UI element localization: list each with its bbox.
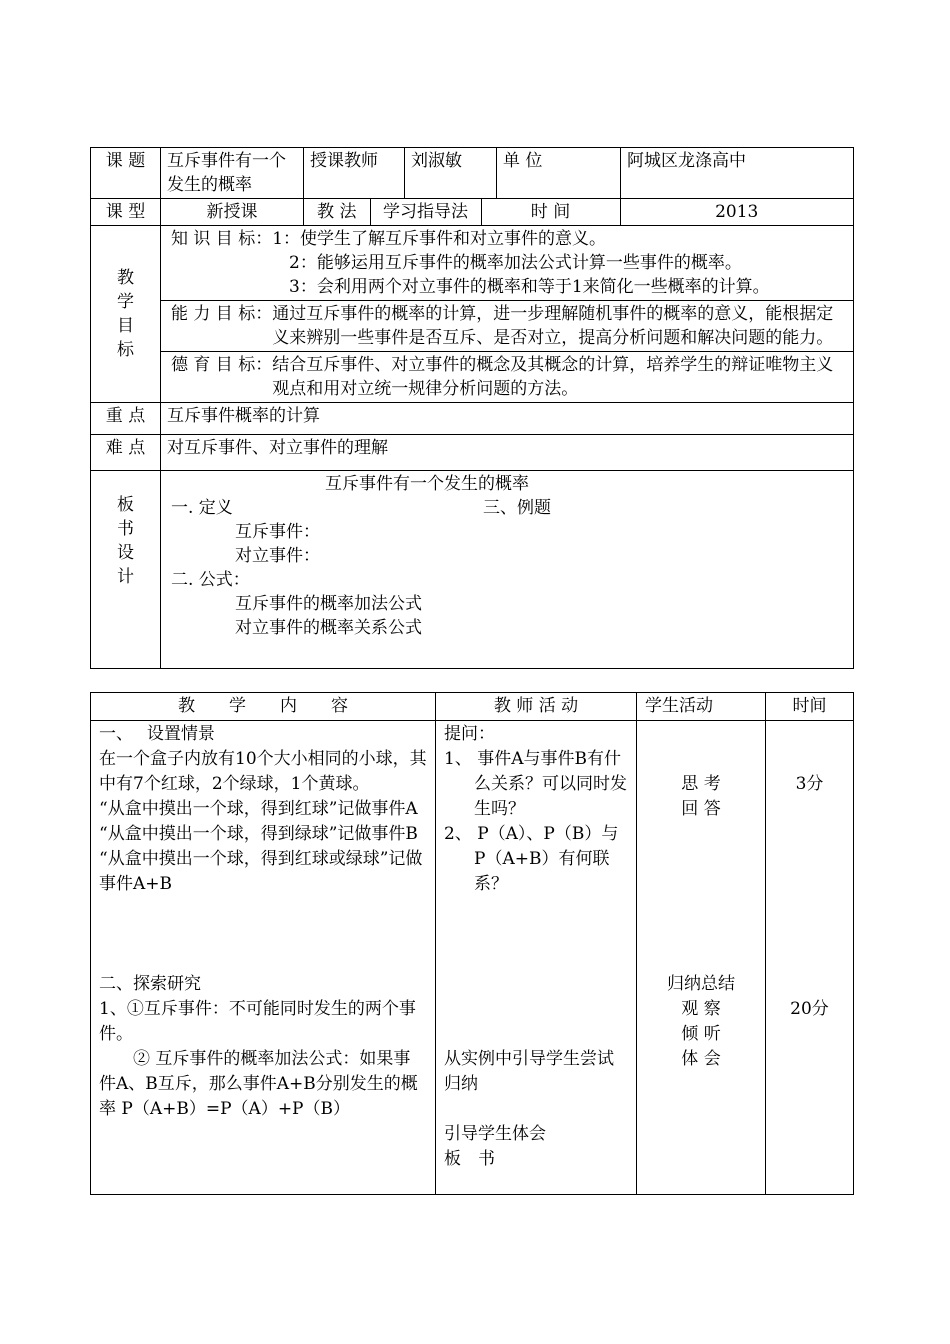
teacher-board: 板 书: [444, 1149, 495, 1169]
method-label: 教 法: [304, 199, 370, 225]
knowledge-objectives: [161, 226, 854, 301]
objectives-label-char: 教: [117, 268, 134, 288]
objectives-label-char: 学: [117, 292, 134, 312]
objectives-label: [91, 226, 161, 403]
time-2: 20分: [790, 999, 829, 1019]
board-label-char: 计: [117, 567, 134, 587]
student-b3: 倾 听: [681, 1024, 721, 1044]
student-b4: 体 会: [681, 1049, 721, 1069]
process-body-row: [91, 721, 854, 1195]
teacher-q2: 2、 P（A）、P（B）与P（A+B）有何联系？: [444, 824, 619, 894]
knowledge-item-3: 3：会利用两个对立事件的概率和等于1来简化一些概率的计算。: [289, 277, 770, 297]
student-b2: 观 察: [681, 999, 721, 1019]
teacher-label: 授课教师: [304, 148, 405, 199]
board-label: [91, 471, 161, 669]
time-cell: [766, 721, 854, 1195]
unit-value: 阿城区龙涤高中: [621, 148, 854, 199]
teacher-q1: 1、 事件A与事件B有什么关系？可以同时发生吗？: [444, 749, 627, 819]
board-sec3: 三、例题: [483, 498, 551, 518]
board-sec2: 二. 公式：: [171, 570, 250, 590]
content-cell: [91, 721, 436, 1195]
ability-text: 通过互斥事件的概率的计算，进一步理解随机事件的概率的意义，能根据定义来辨别一些事件是否互斥、是否对立，提高分析问题和解决问题的能力。: [272, 304, 834, 348]
s1-p3: “从盒中摸出一个球，得到绿球”记做事件B: [99, 824, 418, 844]
type-value: 新授课: [161, 199, 304, 226]
difficulty-label: 难 点: [91, 435, 161, 471]
knowledge-label: 知 识 目 标：: [171, 229, 273, 249]
objectives-label-char: 标: [117, 340, 134, 360]
time-label: 时 间: [481, 199, 620, 225]
row-ability: [91, 301, 854, 352]
method-time-subtable: [304, 199, 853, 225]
row-difficulty: [91, 435, 854, 471]
key-point-label: 重 点: [91, 403, 161, 435]
ability-label: 能 力 目 标：: [171, 304, 273, 324]
row-board: [91, 471, 854, 669]
s1-p2: “从盒中摸出一个球，得到红球”记做事件A: [99, 799, 418, 819]
knowledge-item-1: 1：使学生了解互斥事件和对立事件的意义。: [272, 229, 607, 249]
header-content: 教 学 内 容: [91, 693, 436, 721]
student-a2: 回 答: [681, 799, 721, 819]
header-teacher: 教 师 活 动: [436, 693, 637, 721]
student-a1: 思 考: [681, 774, 721, 794]
ability-objectives: [161, 301, 854, 352]
teacher-value: 刘淑敏: [405, 148, 497, 199]
moral-objectives: [161, 352, 854, 403]
board-f2: 对立事件的概率关系公式: [235, 618, 422, 638]
s2-p2: ② 互斥事件的概率加法公式：如果事件A、B互斥，那么事件A+B分别发生的概率 P（A+B）=P（A）+P（B）: [99, 1049, 418, 1119]
knowledge-item-2: 2：能够运用互斥事件的概率加法公式计算一些事件的概率。: [289, 253, 742, 273]
teaching-process-table: [90, 692, 854, 1195]
student-activity-cell: [637, 721, 766, 1195]
process-header-row: [91, 693, 854, 721]
s1-title: 一、 设置情景: [99, 724, 215, 744]
s1-p4: “从盒中摸出一个球，得到红球或绿球”记做事件A+B: [99, 849, 423, 894]
time-value: 2013: [715, 202, 759, 222]
board-label-char: 板: [117, 495, 134, 515]
student-b1: 归纳总结: [667, 974, 735, 994]
board-def1: 互斥事件：: [235, 522, 320, 542]
board-label-char: 书: [117, 519, 134, 539]
lesson-info-table: [90, 147, 854, 669]
row-key-point: [91, 403, 854, 435]
s2-p1: 1、①互斥事件：不可能同时发生的两个事件。: [99, 999, 416, 1044]
board-label-char: 设: [117, 543, 134, 563]
row-type: [91, 199, 854, 226]
teacher-ask: 提问：: [444, 724, 495, 744]
objectives-label-char: 目: [117, 316, 134, 336]
s2-title: 二、探索研究: [99, 974, 201, 994]
header-time: 时间: [766, 693, 854, 721]
board-f1: 互斥事件的概率加法公式: [235, 594, 422, 614]
row-knowledge: [91, 226, 854, 301]
unit-label: 单 位: [497, 148, 621, 199]
key-point-value: 互斥事件概率的计算: [161, 403, 854, 435]
teacher-guide2: 引导学生体会: [444, 1124, 546, 1144]
difficulty-value: 对互斥事件、对立事件的理解: [161, 435, 854, 471]
time-1: 3分: [795, 774, 824, 794]
row-moral: [91, 352, 854, 403]
topic-value: 互斥事件有一个发生的概率: [161, 148, 304, 199]
board-sec1: 一. 定义: [171, 498, 233, 518]
teacher-activity-cell: [436, 721, 637, 1195]
board-def2: 对立事件：: [235, 546, 320, 566]
row-topic: [91, 148, 854, 199]
header-student: 学生活动: [637, 693, 766, 721]
topic-label: 课 题: [91, 148, 161, 199]
board-title: 互斥事件有一个发生的概率: [325, 474, 529, 494]
moral-label: 德 育 目 标：: [171, 355, 273, 375]
teacher-guide1: 从实例中引导学生尝试归纳: [444, 1049, 614, 1094]
board-design: [161, 471, 854, 669]
s1-p1: 在一个盒子内放有10个大小相同的小球，其中有7个红球，2个绿球，1个黄球。: [99, 749, 427, 794]
type-label: 课 型: [91, 199, 161, 226]
moral-text: 结合互斥事件、对立事件的概念及其概念的计算，培养学生的辩证唯物主义观点和用对立统一规律分析问题的方法。: [272, 355, 834, 399]
method-value: 学习指导法: [370, 199, 481, 225]
